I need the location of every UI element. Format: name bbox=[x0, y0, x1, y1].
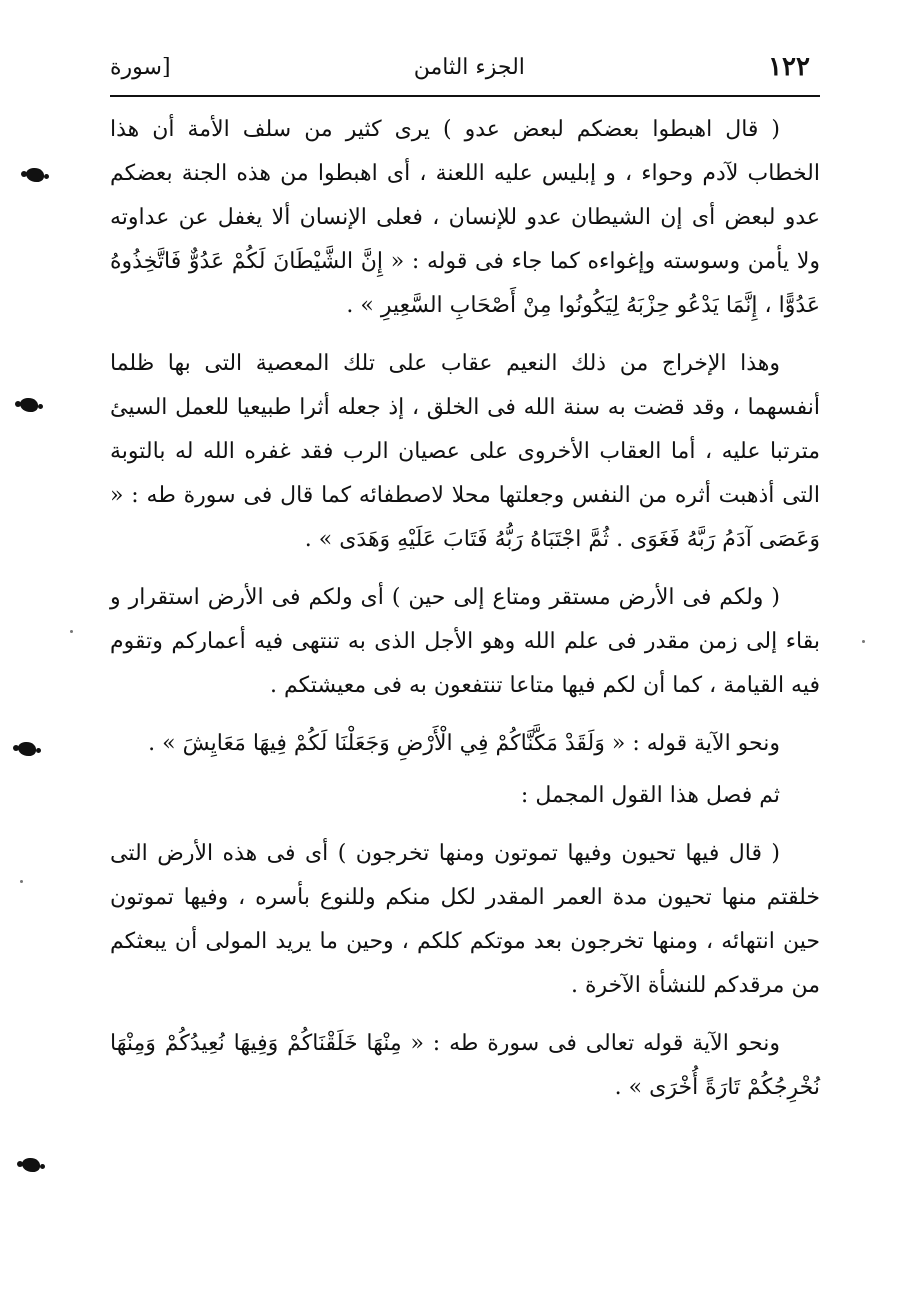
paragraph-4: ونحو الآية قوله : « وَلَقَدْ مَكَّنَّاكُمْ فِي الْأَرْضِ وَجَعَلْنَا لَكُمْ فِيهَا مَعَايِشَ » . bbox=[148, 731, 780, 756]
page-body bbox=[110, 108, 820, 1124]
running-head-juz: الجزء الثامن bbox=[413, 54, 525, 80]
ink-blot bbox=[20, 398, 38, 412]
speck bbox=[862, 640, 865, 643]
page-number: ١٢٢ bbox=[768, 52, 810, 82]
paragraph-6: ( قال فيها تحيون وفيها تموتون ومنها تخرجون ) أى فى هذه الأرض التى خلقتم منها تحيون مدة العمر المقدر لكل منكم وللنوع بأسره ، وفيها تموتون حين انتهائه ، ومنها تخرجون بعد موتكم كلكم ، وحين ما يريد المولى أن يبعثكم من مرقدكم للنشأة الآخرة . bbox=[110, 841, 820, 998]
paragraph-1: ( قال اهبطوا بعضكم لبعض عدو ) يرى كثير من سلف الأمة أن هذا الخطاب لآدم وحواء ، و إبليس عليه اللعنة ، أى اهبطوا من هذه الجنة بعضكم عدو لبعض أى إن الشيطان عدو للإنسان ، فعلى الإنسان ألا يغفل عن عداوته ولا يأمن وسوسته وإغواءه كما جاء فى قوله : « إِنَّ الشَّيْطَانَ لَكُمْ عَدُوٌّ فَاتَّخِذُوهُ عَدُوًّا ، إِنَّمَا يَدْعُو حِزْبَهُ لِيَكُونُوا مِنْ أَصْحَابِ السَّعِيرِ » . bbox=[110, 117, 820, 318]
paragraph-3: ( ولكم فى الأرض مستقر ومتاع إلى حين ) أى ولكم فى الأرض استقرار و بقاء إلى زمن مقدر فى علم الله وهو الأجل الذى به تنتهى فيه أعماركم وتقوم فيه القيامة ، كما أن لكم فيها متاعا تنتفعون به فى معيشتكم . bbox=[110, 585, 820, 698]
ink-blot bbox=[18, 742, 36, 756]
speck bbox=[20, 880, 23, 883]
speck bbox=[70, 630, 73, 633]
paragraph-7: ونحو الآية قوله تعالى فى سورة طه : « مِنْهَا خَلَقْنَاكُمْ وَفِيهَا نُعِيدُكُمْ وَمِنْهَا نُخْرِجُكُمْ تَارَةً أُخْرَى » . bbox=[110, 1031, 820, 1100]
paragraph-5: ثم فصل هذا القول المجمل : bbox=[520, 783, 780, 808]
header-rule bbox=[110, 95, 820, 97]
paragraph-2: وهذا الإخراج من ذلك النعيم عقاب على تلك المعصية التى بها ظلما أنفسهما ، وقد قضت به سنة الله فى الخلق ، إذ جعله أثرا طبيعيا للعمل السيئ مترتبا عليه ، أما العقاب الأخروى على عصيان الرب فقد غفره الله له بالتوبة التى أذهبت أثره من النفس وجعلتها محلا لاصطفائه كما قال فى سورة طه : « وَعَصَى آدَمُ رَبَّهُ فَغَوَى . ثُمَّ اجْتَبَاهُ رَبُّهُ فَتَابَ عَلَيْهِ وَهَدَى » . bbox=[110, 351, 820, 552]
running-head-sura: [سورة bbox=[110, 54, 171, 80]
ink-blot bbox=[22, 1158, 40, 1172]
page-header bbox=[110, 42, 810, 92]
ink-blot bbox=[26, 168, 44, 182]
